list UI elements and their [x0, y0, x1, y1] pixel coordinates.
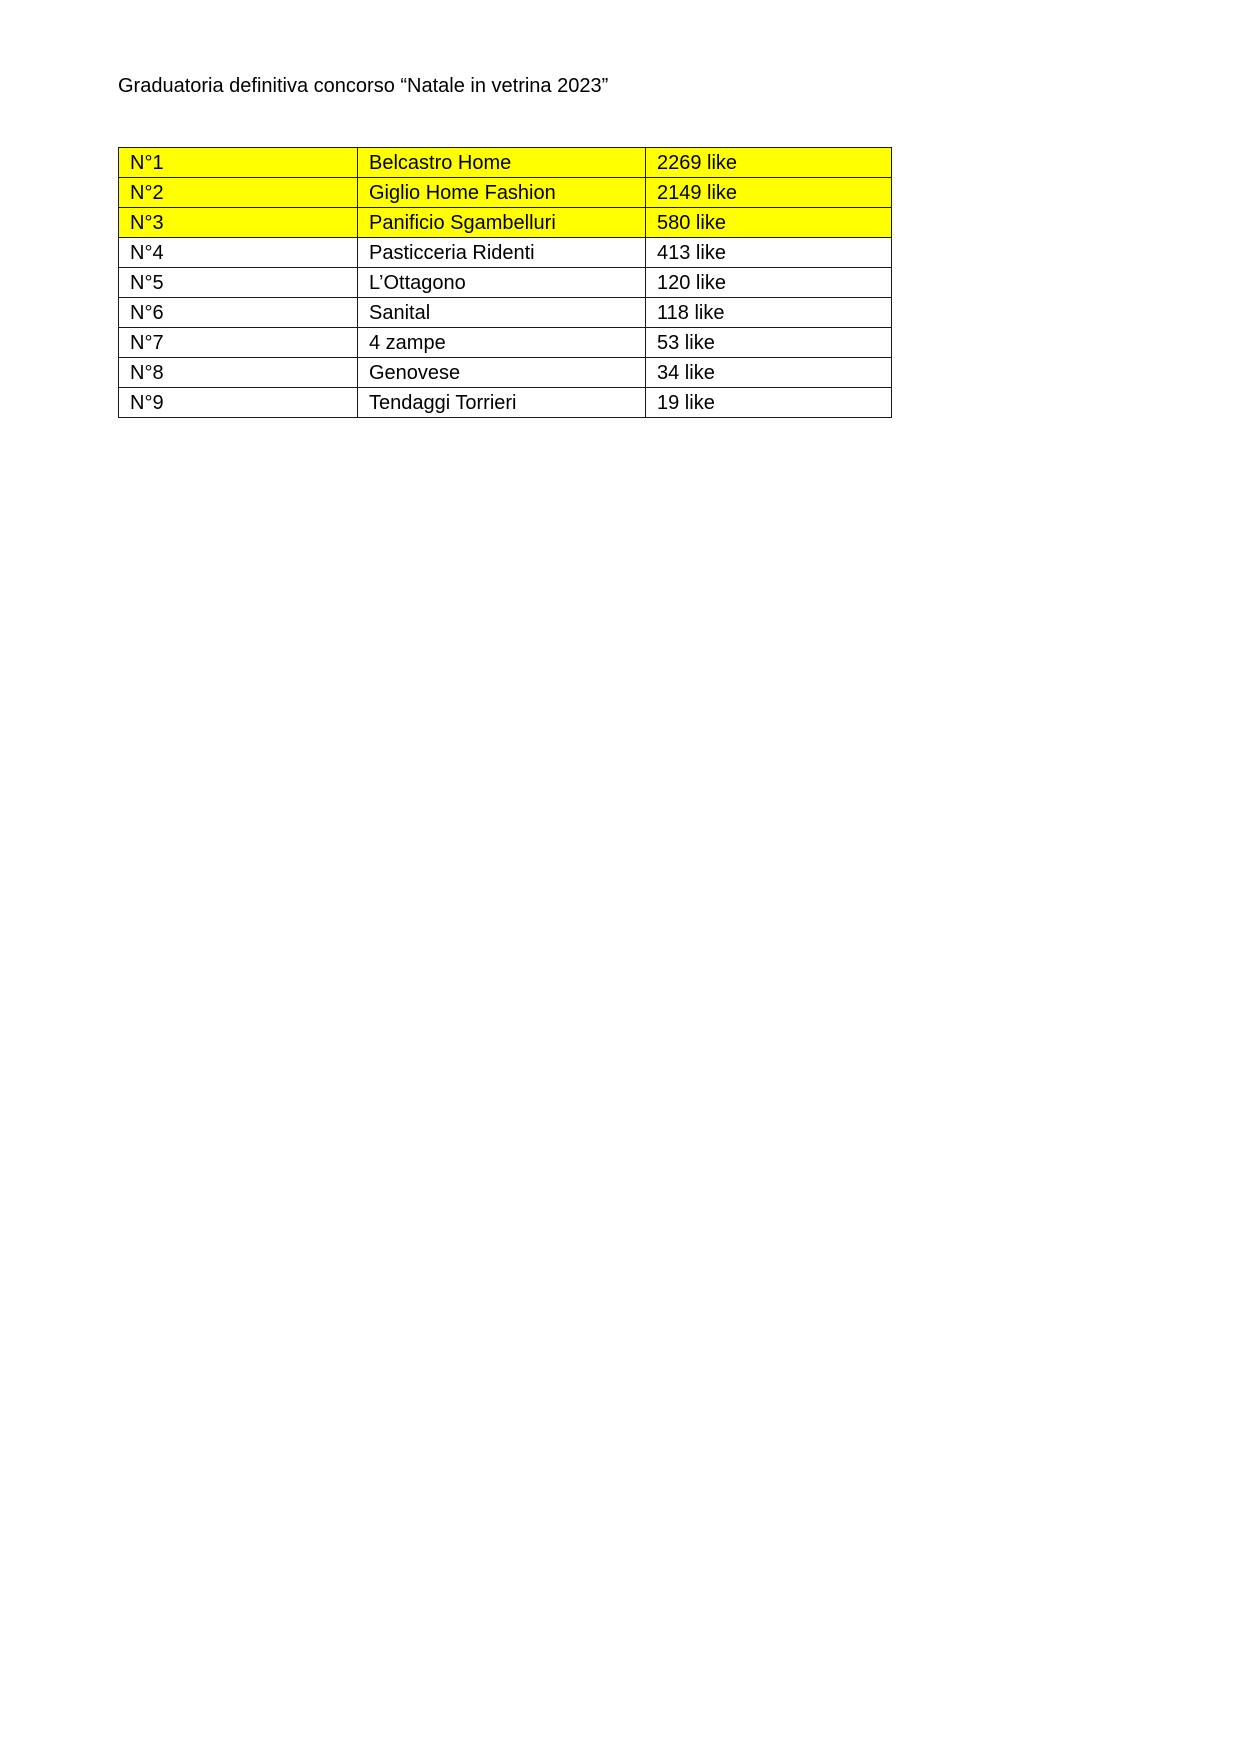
participant-name-cell: Belcastro Home [358, 148, 646, 178]
likes-cell: 120 like [646, 268, 892, 298]
table-row [119, 268, 892, 298]
position-cell: N°3 [119, 208, 358, 238]
position-cell: N°6 [119, 298, 358, 328]
position-cell: N°2 [119, 178, 358, 208]
likes-cell: 413 like [646, 238, 892, 268]
ranking-table [118, 147, 892, 418]
likes-cell: 34 like [646, 358, 892, 388]
table-row [119, 298, 892, 328]
participant-name-cell: L’Ottagono [358, 268, 646, 298]
likes-cell: 19 like [646, 388, 892, 418]
table-row [119, 358, 892, 388]
table-row [119, 148, 892, 178]
likes-cell: 2149 like [646, 178, 892, 208]
table-row [119, 238, 892, 268]
likes-cell: 118 like [646, 298, 892, 328]
participant-name-cell: Genovese [358, 358, 646, 388]
participant-name-cell: Panificio Sgambelluri [358, 208, 646, 238]
table-row [119, 388, 892, 418]
page-title: Graduatoria definitiva concorso “Natale in vetrina 2023” [118, 75, 609, 97]
likes-cell: 53 like [646, 328, 892, 358]
table-row [119, 208, 892, 238]
table-row [119, 178, 892, 208]
participant-name-cell: Tendaggi Torrieri [358, 388, 646, 418]
position-cell: N°4 [119, 238, 358, 268]
table-row [119, 328, 892, 358]
position-cell: N°8 [119, 358, 358, 388]
position-cell: N°9 [119, 388, 358, 418]
participant-name-cell: Giglio Home Fashion [358, 178, 646, 208]
participant-name-cell: 4 zampe [358, 328, 646, 358]
likes-cell: 2269 like [646, 148, 892, 178]
participant-name-cell: Sanital [358, 298, 646, 328]
position-cell: N°7 [119, 328, 358, 358]
position-cell: N°1 [119, 148, 358, 178]
likes-cell: 580 like [646, 208, 892, 238]
participant-name-cell: Pasticceria Ridenti [358, 238, 646, 268]
position-cell: N°5 [119, 268, 358, 298]
